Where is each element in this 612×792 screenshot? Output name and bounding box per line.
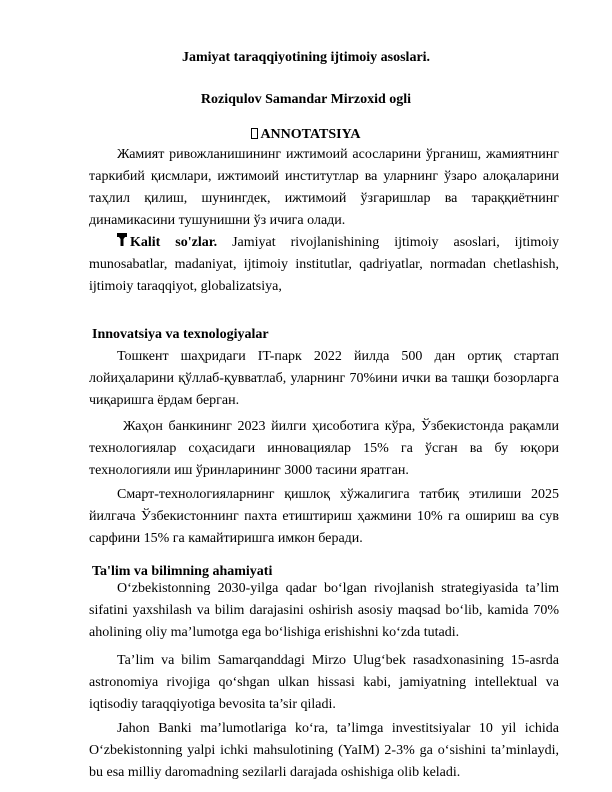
keywords-label: Kalit so'zlar.	[130, 235, 218, 250]
innovation-paragraph-1: Тошкент шаҳридаги IT-парк 2022 йилда 500 дан ортиқ стартап лойиҳаларини қўллаб-қувватлаб, уларнинг 70%ини ички ва ташқи бозорларга чиқаришга ёрдам берган.	[89, 349, 559, 408]
annotation-heading: ANNOTATSIYA	[260, 127, 361, 142]
key-icon	[117, 233, 127, 247]
education-paragraph-3: Jahon Banki ma’lumotlariga ko‘ra, ta’limga investitsiyalar 10 yil ichida O‘zbekistonning yalpi ichki mahsulotining (YaIM) 2-3% ga o‘sishini ta’minlaydi, bu esa milliy daromadning sezilarli darajada oshishiga olib keladi.	[89, 721, 559, 780]
document-title: Jamiyat taraqqiyotining ijtimoiy asoslari.	[181, 50, 431, 65]
annotation-text: Жамият ривожланишининг ижтимоий асосларини ўрганиш, жамиятнинг таркибий қисмлари, ижтимоий институтлар ва уларнинг ўзаро алоқаларини таҳлил қилиш, шунингдек, ижтимоий ўзгаришлар ва тараққиётнинг динамикасини тушунишни ўз ичига олади.	[89, 147, 559, 228]
annotation-heading-line	[0, 127, 612, 143]
education-paragraph-1: O‘zbekistonning 2030-yilga qadar bo‘lgan rivojlanish strategiyasida ta’lim sifatini yaxshilash va bilim darajasini oshirish asosiy maqsad bo‘lib, kamida 70% aholining oliy ma’lumotga ega bo‘lishiga erishishni ko‘zda tutadi.	[89, 581, 559, 640]
document-author: Roziqulov Samandar Mirzoxid ogli	[200, 92, 412, 107]
education-paragraph-2: Ta’lim va bilim Samarqanddagi Mirzo Ulug‘bek rasadxonasining 15-asrda astronomiya rivojiga qo‘shgan ulkan hissasi kabi, jamiyatning intellektual va iqtisodiy taraqqiyotiga bevosita ta’sir qiladi.	[89, 653, 559, 712]
keywords-text: Jamiyat rivojlanishining ijtimoiy asoslari, ijtimoiy munosabatlar, madaniyat, ijtimoiy institutlar, qadriyatlar, normadan chetlashish, ijtimoiy taraqqiyot, globalizatsiya,	[89, 235, 560, 294]
section-heading-innovation: Innovatsiya va texnologiyalar	[92, 327, 269, 342]
section-heading-education: Ta'lim va bilimning ahamiyati	[92, 564, 273, 579]
innovation-paragraph-2: Жаҳон банкининг 2023 йилги ҳисоботига кўра, Ўзбекистонда рақамли технологиялар соҳасидаги инновациялар 15% га ўсган ва бу юқори технологияли иш ўринларининг 3000 тасини яратган.	[89, 419, 559, 478]
missing-glyph-box-icon	[251, 128, 258, 139]
keywords-paragraph	[89, 232, 559, 298]
innovation-paragraph-3: Смарт-технологияларнинг қишлоқ хўжалигига татбиқ этилиши 2025 йилгача Ўзбекистоннинг пахта етиштириш ҳажмини 10% га ошириш ва сув сарфини 15% га камайтиришга имкон беради.	[89, 487, 559, 546]
